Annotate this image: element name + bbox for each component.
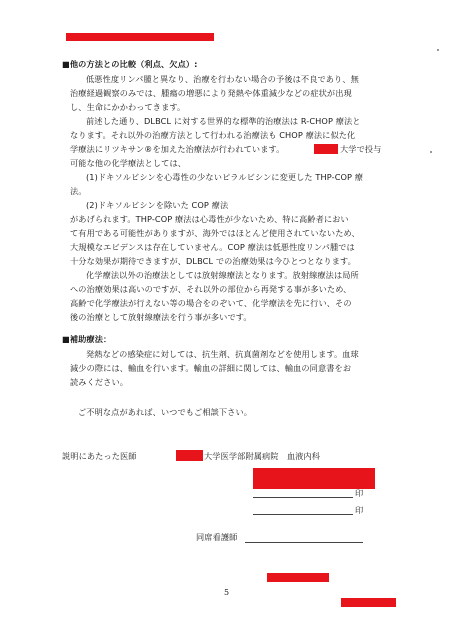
paragraph-line: があげられます。THP-COP 療法は心毒性が少ないため、特に高齢者におい xyxy=(70,214,349,224)
list-item: (2)ドキソルビシンを除いた COP 療法 xyxy=(86,200,229,210)
list-item: (1)ドキソルビシンを心毒性の少ないピラルビシンに変更した THP-COP 療 xyxy=(86,172,364,182)
paragraph-line: 読みください。 xyxy=(70,377,129,387)
paragraph-line: への治療効果は高いのですが、それ以外の部位から再発する事が多いため、 xyxy=(70,284,352,294)
section-heading-supportive-care: ■補助療法： xyxy=(62,334,112,344)
closing-note: ご不明な点があれば、いつでもご相談下さい。 xyxy=(78,407,253,417)
paragraph-line: 低悪性度リンパ腫と異なり、治療を行わない場合の予後は不良であり、無 xyxy=(86,74,359,84)
paragraph-line: 治療経過観察のみでは、腫瘍の増悪により発熱や体重減少などの症状が出現 xyxy=(70,88,352,98)
section-heading-comparison: ■他の方法との比較（利点、欠点）: xyxy=(62,59,198,69)
redaction-bar-corner xyxy=(341,598,396,607)
signature-line xyxy=(253,497,353,498)
paragraph-line: 高齢で化学療法が行えない等の場合をのぞいて、化学療法を先に行い、その xyxy=(70,298,352,308)
paragraph-line: 可能な他の化学療法としては、 xyxy=(70,158,187,168)
list-item-continued: 法。 xyxy=(70,186,87,196)
nurse-label: 同席看護師 xyxy=(196,532,238,542)
doctor-label: 説明にあたった医師 xyxy=(62,451,137,461)
paragraph-line: 減少の際には、輸血を行います。輸血の詳細に関しては、輸血の同意書をお xyxy=(70,363,352,373)
redaction-institution xyxy=(314,144,338,154)
seal-mark: 印 xyxy=(355,488,364,498)
page-number: 5 xyxy=(224,588,230,597)
paragraph-line: て有用である可能性がありますが、海外ではほとんど使用されていないため、 xyxy=(70,228,360,238)
nurse-signature-line xyxy=(245,542,363,543)
seal-mark: 印 xyxy=(355,505,364,515)
paragraph-line: なります。それ以外の治療方法として行われる治療法も CHOP 療法に似た化 xyxy=(70,130,356,140)
paragraph-line: し、生命にかかわってきます。 xyxy=(70,102,186,112)
redaction-university xyxy=(176,450,203,461)
redaction-doctor-name xyxy=(253,468,375,479)
paragraph-line: 十分な効果が期待できますが、DLBCL での治療効果は今ひとつとなります。 xyxy=(70,256,356,266)
paragraph-line: 学療法にリツキサン®を加えた治療法が行われています。 xyxy=(70,144,285,154)
scan-speck xyxy=(437,49,439,51)
paragraph-line: 大学で投与 xyxy=(340,144,382,154)
redaction-bar-top xyxy=(66,33,214,41)
scan-speck xyxy=(430,151,432,153)
signature-line xyxy=(253,514,353,515)
paragraph-line: 大規模なエビデンスは存在していません。COP 療法は低悪性度リンパ腫では xyxy=(70,242,355,252)
paragraph-line: 後の治療として放射線療法を行う事が多いです。 xyxy=(70,312,252,322)
paragraph-line: 前述した通り、DLBCL に対する世界的な標準的治療法は R-CHOP 療法と xyxy=(86,116,361,126)
paragraph-line: 化学療法以外の治療法としては放射線療法となります。放射線療法は局所 xyxy=(86,270,359,280)
redaction-bar-bottom xyxy=(267,573,329,582)
paragraph-line: 発熱などの感染症に対しては、抗生剤、抗真菌剤などを使用します。血球 xyxy=(86,349,359,359)
hospital-department: 大学医学部附属病院 血液内科 xyxy=(204,451,321,461)
